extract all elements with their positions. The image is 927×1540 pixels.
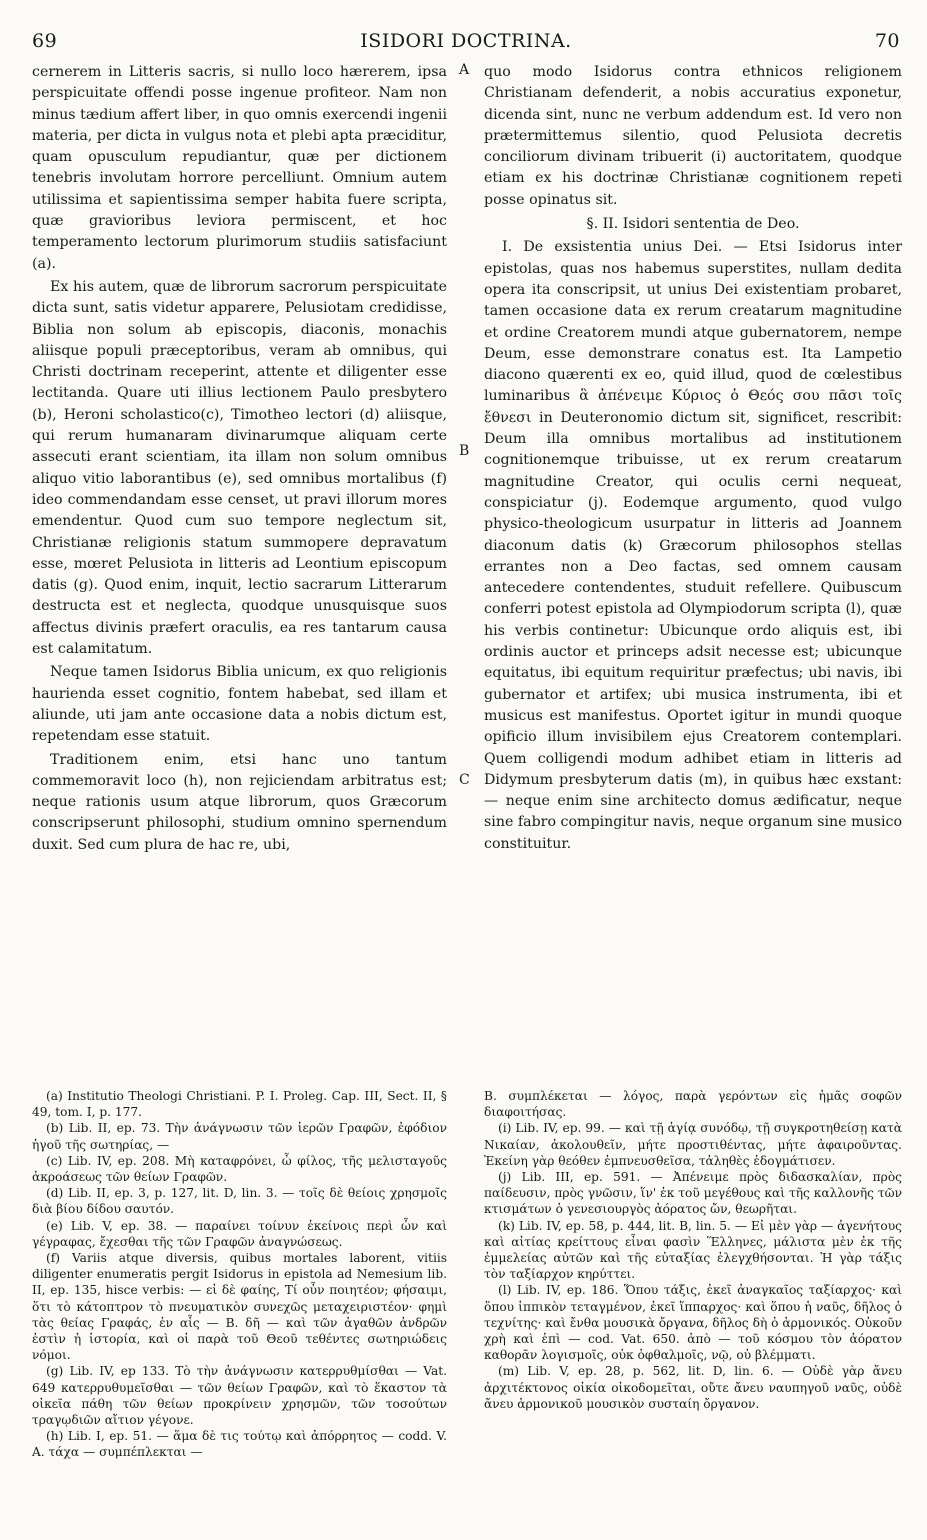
running-header — [32, 30, 900, 60]
margin-letter-a: A — [459, 62, 470, 78]
paragraph: Neque tamen Isidorus Biblia unicum, ex quo religionis haurienda esset cognitio, fontem habebat, sed illam et aliunde, uti jam ante occasione data a nobis dictum est, repetendam esse statuit. — [32, 664, 447, 745]
footnote: (h) Lib. I, ep. 51. — ἅμα δὲ τις τούτῳ καὶ ἀπόρρητος — codd. V. A. τάχα — συμπέπλεκται — — [32, 1429, 447, 1460]
page-number-left: 69 — [32, 30, 58, 52]
paragraph: Traditionem enim, etsi hanc uno tantum commemoravit loco (h), non rejiciendam arbitratus est; neque rationis usum atque librorum, quos Græcorum conscripserunt philosophi, studium omnino spernendum duxit. Sed cum plura de hac re, ubi, — [32, 751, 447, 853]
paragraph: cernerem in Litteris sacris, si nullo loco hærerem, ipsa perspicuitate offendi posse ingenue profiteor. Nam non minus tædium affert liber, in quo omnis exercendi ingenii materia, per dicta in vulgus nota et plebi apta præciditur, quam opusculum repudiantur, quæ per dictionem tenebris involutam horrore percelliunt. Omnium autem utilissima et sapientissima semper habita fuere scripta, quæ gravioribus leviora permiscent, et hoc temperamento lectorum plurimorum studiis satisfaciunt (a). — [32, 64, 447, 272]
footnotes-right — [484, 1088, 902, 1412]
section-heading: §. II. Isidori sententia de Deo. — [586, 216, 800, 233]
footnote: (d) Lib. II, ep. 3, p. 127, lit. D, lin. 3. — τοῖς δὲ θείοις χρησμοῖς διὰ βίου δίδου σαυτόν. — [32, 1186, 447, 1217]
footnote: (f) Variis atque diversis, quibus mortales laborent, vitiis diligenter enumeratis pergit Isidorus in epistola ad Nemesium lib. II, ep. 135, hisce verbis: — εἰ δὲ φαίης, Τί οὖν ποιητέον; φήσαιμι, ὅτι τὸ κάτοπτρον τὸ πνευματικὸν συνεχῶς μεταχειριστέον· φημὶ τὰς θείας Γραφάς, ἐν αἷς — B. δῆ — καὶ τῶν ἀγαθῶν ἀνδρῶν ἐστὶν ἡ ἱστορία, καὶ οἱ παρὰ τοῦ Θεοῦ τεθέντες σωτηριώδεις νόμοι. — [32, 1251, 447, 1363]
left-text-column — [32, 62, 447, 856]
running-title: ISIDORI DOCTRINA. — [360, 30, 572, 52]
footnote: (e) Lib. V, ep. 38. — παραίνει τοίνυν ἐκείνοις περὶ ὧν καὶ γέγραφας, ἔχεσθαι τῆς τῶν Γραφῶν ἀναγνώσεως. — [32, 1218, 447, 1249]
footnote: (g) Lib. IV, ep 133. Τὸ τὴν ἀνάγνωσιν κατερρυθμίσθαι — Vat. 649 κατερρυθυμεῖσθαι — τῶν θείων Γραφῶν, καὶ τὸ ἕκαστον τὰ οἰκεῖα πάθη τῶν θείων προκρίνειν χρησμῶν, τῶν τοσούτων τραγῳδιῶν αἴτιον γέγονε. — [32, 1364, 447, 1428]
footnote: (j) Lib. III, ep. 591. — Ἀπένειμε πρὸς διδασκαλίαν, πρὸς παίδευσιν, πρὸς γνῶσιν, ἵν' ἐκ τοῦ μεγέθους καὶ τῆς καλλονῆς τῶν κτισμάτων ὁ γενεσιουργὸς ἀόρατος ὤν, θεωρῆται. — [484, 1170, 902, 1217]
footnote-continuation: B. συμπλέκεται — λόγος, παρὰ γερόντων εἰς ἡμᾶς σοφῶν διαφοιτήσας. — [484, 1089, 902, 1120]
margin-letter-c: C — [459, 772, 470, 788]
footnote: (c) Lib. IV, ep. 208. Μὴ καταφρόνει, ὦ φίλος, τῆς μελισταγοῦς ἀκροάσεως τῶν θείων Γραφῶν. — [32, 1153, 447, 1185]
paragraph: I. De exsistentia unius Dei. — Etsi Isidorus inter epistolas, quas nos habemus superstites, nullam dedita opera ita conscripsit, ut unius Dei existentiam probaret, tamen occasione data ex rerum creatarum magnitudine et ordine Creatorem mundi atque gubernatorem, nempe Deum, esse demonstrare conatus est. Ita Lampetio diacono quærenti ex eo, quid illud, quod de cœlestibus luminaribus ἃ ἀπένειμε Κύριος ὁ Θεός σου πᾶσι τοῖς ἔθνεσι in Deuteronomio dictum sit, significet, rescribit: Deum illa omnibus mortalibus ad institutionem cognitionemque tribuisse, ut ex rerum creatarum magnitudine Creator, qui oculis cerni nequeat, conspiciatur (j). Eodemque argumento, quod vulgo physico-theologicum usurpatur in litteris ad Joannem diaconum datis (k) Græcorum philosophos stellas errantes non a Deo factas, sed omnem causam antecedere contendentes, studuit refellere. Quibuscum conferri potest epistola ad Olympiodorum scripta (l), quæ his verbis continetur: Ubicunque ordo aliquis est, ibi ordinis auctor et princeps adsit necesse est; ubicunque equitatus, ibi equitum requiritur præfectus; ubi navis, ibi gubernator et artifex; ubi musica instrumenta, ibi et musicus est manifestus. Oportet igitur in mundi quoque opificio illum invisibilem ejus Creatorem contemplari. Quem colligendi modum adhibet etiam in litteris ad Didymum presbyterum datis (m), in quibus hæc exstant: — neque enim sine architecto domus ædificatur, neque sine fabro compingitur navis, neque organum sine musico constituitur. — [484, 239, 902, 852]
page-number-right: 70 — [874, 30, 900, 52]
right-text-column — [484, 62, 902, 855]
margin-letter-b: B — [459, 443, 470, 459]
paragraph: quo modo Isidorus contra ethnicos religionem Christianam defenderit, a nobis accuratius exponetur, dicenda sint, nunc ne verbum addendum est. Id vero non prætermittemus silentio, quod Pelusiota decretis conciliorum divinam tribuerit (i) auctoritatem, quodque etiam ex his doctrinæ Christianæ cognitionem repeti posse opinatus sit. — [484, 64, 902, 208]
paragraph: Ex his autem, quæ de librorum sacrorum perspicuitate dicta sunt, satis videtur apparere, Pelusiotam credidisse, Biblia non solum ab episcopis, diaconis, monachis aliisque populi præceptoribus, veram ab omnibus, qui Christi doctrinam receperint, attente et diligenter esse lectitanda. Quare uti illius lectionem Paulo presbytero (b), Heroni scholastico(c), Timotheo lectori (d) aliisque, qui rerum humanaram divinarumque aliquam certe assecuti erant scientiam, ita illam non solum omnibus aliquo vitio laborantibus (e), sed omnibus mortalibus (f) ideo commendandam esse censet, ut pravi illorum mores emendentur. Quod cum suo tempore neglectum sit, Christianæ religionis statum summopere depravatum esse, mœret Pelusiota in litteris ad Leontium episcopum datis (g). Quod enim, inquit, lectio sacrarum Litterarum destructa est et neglecta, quodque unusquisque suos affectus divinis præfert oraculis, ea res tantarum causa est calamitatum. — [32, 278, 447, 658]
footnotes-left — [32, 1088, 447, 1461]
footnote: (k) Lib. IV, ep. 58, p. 444, lit. B, lin. 5. — Εἰ μὲν γὰρ — ἀγενήτους καὶ αἰτίας κρείττους εἶναι φασὶν Ἕλληνες, μάλιστα μὲν ἐκ τῆς ἐμμελείας αὐτῶν καὶ τῆς εὐταξίας ἐλεγχθήσονται. Ἡ γὰρ τάξις τὸν ταξίαρχον κηρύττει. — [484, 1218, 902, 1282]
footnote: (m) Lib. V, ep. 28, p. 562, lit. D, lin. 6. — Οὐδὲ γὰρ ἄνευ ἀρχιτέκτονος οἰκία οἰκοδομεῖται, οὔτε ἄνευ ναυπηγοῦ ναῦς, οὐδὲ ἄνευ ἁρμονικοῦ μουσικὸν συσταίη ὄργανον. — [484, 1364, 902, 1411]
footnote: (l) Lib. IV, ep. 186. Ὅπου τάξις, ἐκεῖ ἀναγκαῖος ταξίαρχος· καὶ ὅπου ἱππικὸν τεταγμένον, ἐκεῖ ἵππαρχος· καὶ ὅπου ἡ ναῦς, δῆλος ὁ τεχνίτης· καὶ ἔνθα μουσικὰ ὄργανα, δῆλος δὴ ὁ ἁρμονικός. Οὐκοῦν χρὴ καὶ ἐπὶ — cod. Vat. 650. ἀπὸ — τοῦ κόσμου τὸν ἀόρατον καθορᾶν λογισμοῖς, οὐκ ὀφθαλμοῖς, νῷ, οὐ βλέμματι. — [484, 1283, 902, 1363]
footnote: (i) Lib. IV, ep. 99. — καὶ τῇ ἁγίᾳ συνόδῳ, τῇ συγκροτηθείσῃ κατὰ Νικαίαν, ἀκολουθεῖν, μήτε προστιθέντας, μήτε ἀφαιροῦντας. Ἐκείνη γὰρ θεόθεν ἐμπνευσθεῖσα, τἀληθὲς ἐδογμάτισεν. — [484, 1121, 902, 1168]
footnote: (a) Institutio Theologi Christiani. P. I. Proleg. Cap. III, Sect. II, § 49, tom. I, p. 177. — [32, 1089, 447, 1120]
footnote: (b) Lib. II, ep. 73. Τὴν ἀνάγνωσιν τῶν ἱερῶν Γραφῶν, ἐφόδιον ἡγοῦ τῆς σωτηρίας, — — [32, 1121, 447, 1152]
